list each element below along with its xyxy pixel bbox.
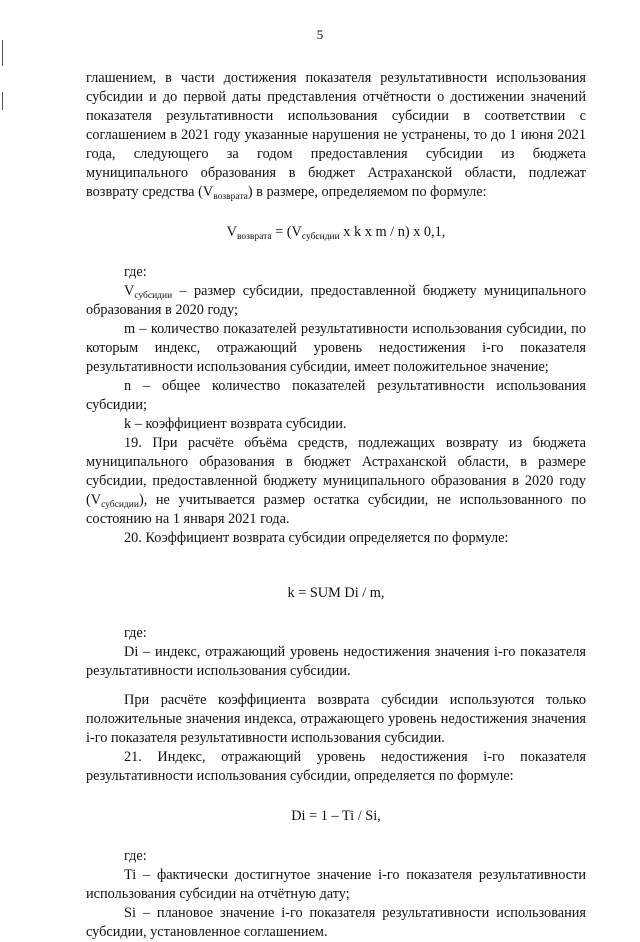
paragraph-intro: глашением, в части достижения показателя результативности использования субсидии и до первой даты представления отчётности о достижении значений показателя результативности использования субсидии в соответствии с соглашением в 2021 году указанные нарушения не устранены, то до 1 июня 2021 года, следующего за годом предоставления субсидии из бюджета муниципального образования в бюджет Астраханской области, подлежат возврату средства $(V_{возврата})$ в размере, определяемом по формуле: [86,70,586,202]
definition-v-subsidy: $V_{субсидии}$ – размер субсидии, предоставленной бюджету муниципального образования в 2020 году; [86,283,586,318]
formula-coefficient: k = SUM Di / m, [287,585,385,601]
definition-si: Si – плановое значение i-го показателя результативности использования субсидии, установленное соглашением. [86,905,586,940]
formula-return-amount: $V_{возврата} = (V_{субсидии}$ x k x m / n) x 0,1, [226,224,446,242]
where-label: где: [124,264,147,280]
scan-edge-mark [2,92,3,110]
definition-ti: Ti – фактически достигнутое значение i-го показателя результативности использования субсидии на отчётную дату; [86,867,586,902]
definition-n: n – общее количество показателей результативности использования субсидии; [86,378,586,413]
paragraph-19: 19. При расчёте объёма средств, подлежащих возврату из бюджета муниципального образования в бюджет Астраханской области, в размере субсидии, предоставленной бюджету муниципального образования в 2020 году $(V_{субсидии})$, не учитывается размер остатка субсидии, не использованного по состоянию на 1 января 2021 года. [86,435,586,527]
page-number: 5 [316,27,324,42]
where-label-2: где: [124,625,147,641]
document-body [86,69,586,942]
paragraph-21: 21. Индекс, отражающий уровень недостижения i-го показателя результативности использования субсидии, определяется по формуле: [86,749,586,784]
paragraph-calculation: При расчёте коэффициента возврата субсидии используются только положительные значения индекса, отражающего уровень недостижения значения i-го показателя результативности использования субсидии. [86,692,586,746]
formula-index: Di = 1 – Ti / Si, [291,808,381,824]
definition-di: Di – индекс, отражающий уровень недостижения значения i-го показателя результативности использования субсидии. [86,644,586,679]
paragraph-20: 20. Коэффициент возврата субсидии определяется по формуле: [124,530,509,546]
definition-m: m – количество показателей результативности использования субсидии, по которым индекс, отражающий уровень недостижения i-го показателя результативности использования субсидии, имеет положительное значение; [86,321,586,375]
where-label-3: где: [124,848,147,864]
definition-k: k – коэффициент возврата субсидии. [124,416,347,432]
